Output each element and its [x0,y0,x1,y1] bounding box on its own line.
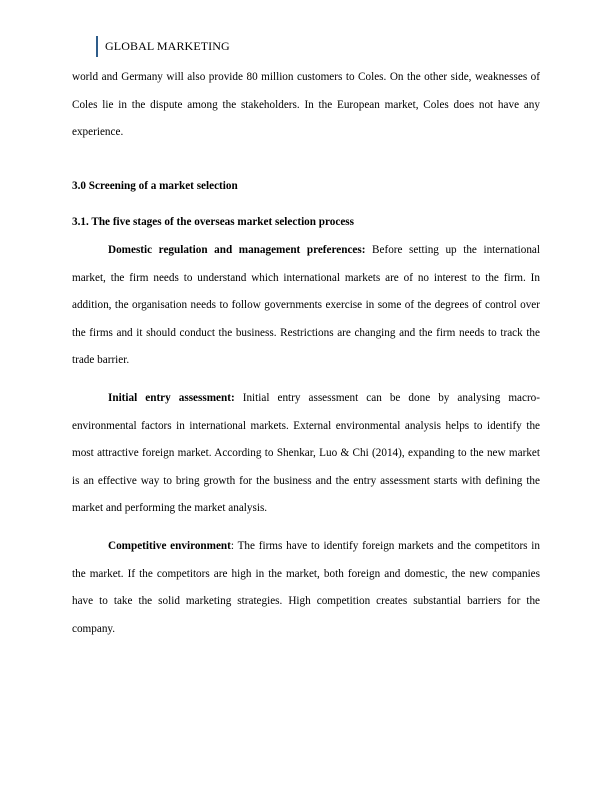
paragraph-lead: Initial entry assessment: [108,392,235,404]
paragraph-block-3 [72,533,540,643]
header-title: GLOBAL MARKETING [105,39,230,53]
paragraph-domestic-regulation [72,237,540,375]
intro-paragraph-block [72,64,540,147]
paragraph-text: Initial entry assessment can be done by analysing macro-environmental factors in international markets. External environmental analysis helps to identify the most attractive foreign market. According to Shenkar, Luo & Chi (2014), expanding to the new market is an effective way to bring growth for the business and the entry assessment starts with defining the market and performing the market analysis. [72,392,541,515]
paragraph-text: Before setting up the international market, the firm needs to understand which international markets are of no interest to the firm. In addition, the organisation needs to follow governments exercise in some of the degrees of control over the firms and it should conduct the business. Restrictions are changing and the firm needs to track the trade barrier. [72,244,540,367]
paragraph-initial-entry [72,385,540,523]
paragraph-block-2 [72,385,540,523]
section-heading: 3.0 Screening of a market selection [72,180,238,192]
paragraph-lead: Competitive environment [108,540,231,552]
paragraph-block-1 [72,237,540,375]
header-accent-rule [96,36,98,57]
paragraph-lead: Domestic regulation and management preferences: [108,244,366,256]
paragraph-text: : The firms have to identify foreign markets and the competitors in the market. If the competitors are high in the market, both foreign and domestic, the new companies have to take the solid marketing strategies. High competition creates substantial barriers for the company. [72,540,541,635]
intro-paragraph: world and Germany will also provide 80 million customers to Coles. On the other side, weaknesses of Coles lie in the dispute among the stakeholders. In the European market, Coles does not have any experience. [72,71,540,139]
subsection-heading: 3.1. The five stages of the overseas market selection process [72,216,355,228]
paragraph-competitive-environment [72,533,540,643]
running-header [96,35,230,57]
